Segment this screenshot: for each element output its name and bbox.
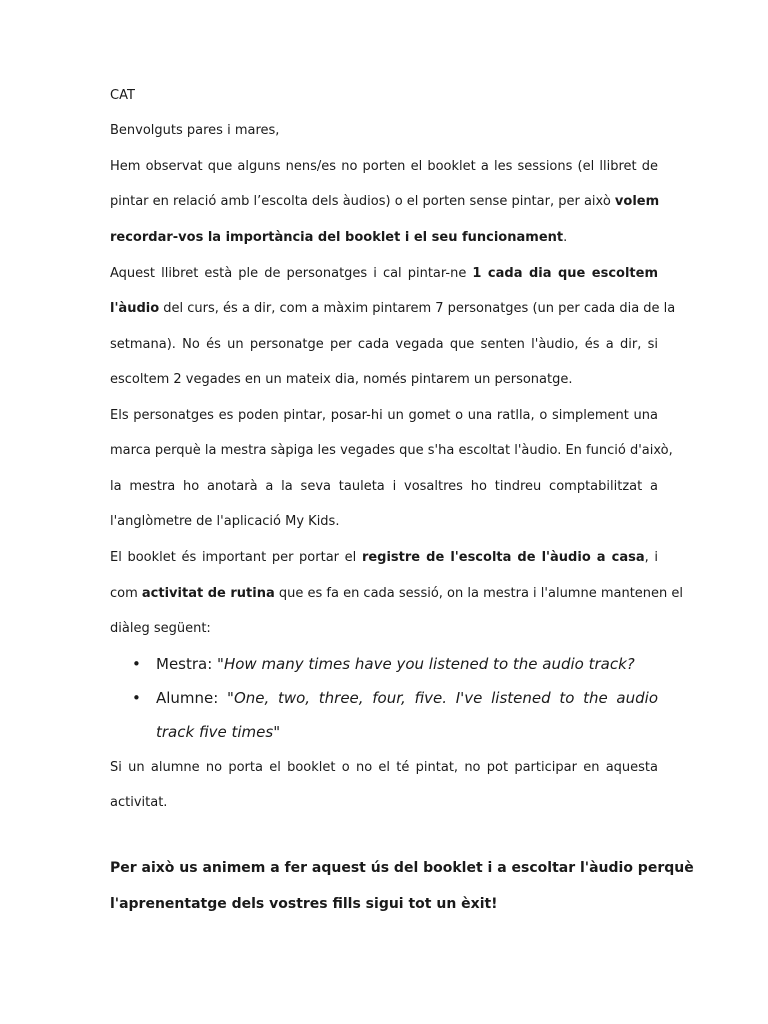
paragraph-4-line-1 xyxy=(110,548,658,568)
emphasis-span: l'àudio xyxy=(110,301,160,316)
paragraph-5-line-2: activitat. xyxy=(110,795,168,810)
closing-line-2: l'aprenentatge dels vostres fills sigui tot un èxit! xyxy=(110,896,498,912)
text-span: del curs, és a dir, com a màxim pintarem 7 personatges (un per cada dia de la xyxy=(159,301,676,316)
text-span: Aquest llibret està ple de personatges i cal pintar-ne xyxy=(110,266,473,281)
paragraph-3-line-4: l'anglòmetre de l'aplicació My Kids. xyxy=(110,514,340,529)
dialogue-student-line-2 xyxy=(156,722,658,742)
dialogue-student-line-1 xyxy=(156,688,658,708)
speaker-span: Mestra: " xyxy=(156,655,224,673)
text-span: que es fa en cada sessió, on la mestra i l'alumne mantenen el xyxy=(274,586,684,601)
paragraph-2-line-4: escoltem 2 vegades en un mateix dia, només pintarem un personatge. xyxy=(110,372,573,387)
paragraph-2-line-2 xyxy=(110,299,676,319)
paragraph-5-line-1: Si un alumne no porta el booklet o no el té pintat, no pot participar en aquesta xyxy=(110,760,658,775)
emphasis-span: recordar-vos la importància del booklet i el seu funcionament xyxy=(110,230,564,245)
bullet-marker: • xyxy=(132,655,141,673)
quote-span: track five times xyxy=(156,723,274,741)
text-span: El booklet és important per portar el xyxy=(110,550,362,565)
paragraph-2-line-3: setmana). No és un personatge per cada vegada que senten l'àudio, és a dir, si xyxy=(110,337,658,352)
emphasis-span: activitat de rutina xyxy=(141,586,275,601)
quote-span: How many times have you listened to the audio track? xyxy=(223,655,635,673)
paragraph-3-line-2: marca perquè la mestra sàpiga les vegades que s'ha escoltat l'àudio. En funció d'això, xyxy=(110,443,673,458)
emphasis-span: volem xyxy=(614,194,660,209)
paragraph-1-line-1: Hem observat que alguns nens/es no porten el booklet a les sessions (el llibret de xyxy=(110,159,658,174)
paragraph-1-line-2 xyxy=(110,192,658,212)
emphasis-span: registre de l'escolta de l'àudio a casa xyxy=(361,550,645,565)
text-span: pintar en relació amb l’escolta dels àudios) o el porten sense pintar, per això xyxy=(110,194,615,209)
paragraph-3-line-3: la mestra ho anotarà a la seva tauleta i vosaltres ho tindreu comptabilitzat a xyxy=(110,479,658,494)
text-span: . xyxy=(563,230,568,245)
text-span: , i xyxy=(644,550,659,565)
closing-line-1: Per això us animem a fer aquest ús del booklet i a escoltar l'àudio perquè xyxy=(110,860,694,876)
speaker-span: Alumne: " xyxy=(156,689,234,707)
dialogue-teacher-line xyxy=(156,654,658,674)
paragraph-4-line-2 xyxy=(110,584,684,604)
bullet-marker: • xyxy=(132,689,141,707)
salutation: Benvolguts pares i mares, xyxy=(110,123,280,138)
heading: CAT xyxy=(110,88,135,103)
paragraph-1-line-3 xyxy=(110,228,658,248)
paragraph-4-line-3: diàleg següent: xyxy=(110,621,211,636)
quote-span: One, two, three, four, five. I've listened to the audio xyxy=(233,689,658,707)
emphasis-span: 1 cada dia que escoltem xyxy=(472,266,659,281)
paragraph-3-line-1: Els personatges es poden pintar, posar-hi un gomet o una ratlla, o simplement una xyxy=(110,408,658,423)
text-span: " xyxy=(273,723,281,741)
paragraph-2-line-1 xyxy=(110,264,658,284)
text-span: com xyxy=(110,586,142,601)
